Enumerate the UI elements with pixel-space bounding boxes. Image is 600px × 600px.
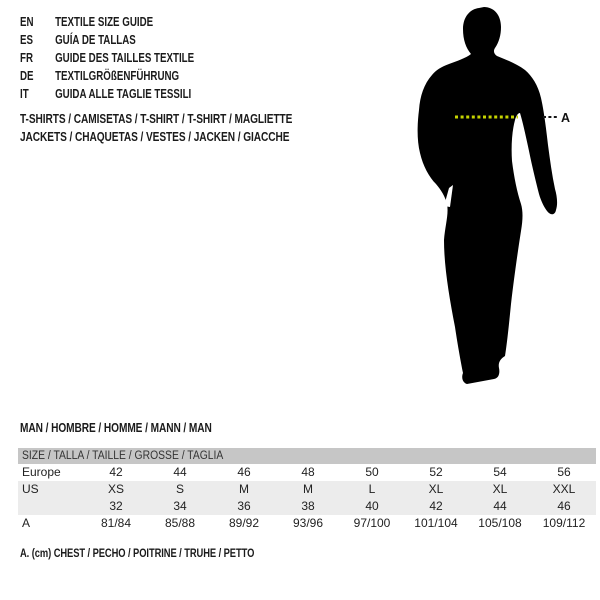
language-title: GUÍA DE TALLAS (55, 33, 136, 47)
table-row-us (18, 481, 596, 498)
table-cell: 42 (429, 499, 443, 513)
table-cell: 46 (237, 465, 251, 479)
table-cell: 105/108 (478, 516, 522, 530)
table-cell: 40 (365, 499, 379, 513)
table-row-chest-a (18, 515, 596, 532)
man-silhouette-figure (410, 0, 580, 400)
table-header-text: SIZE / TALLA / TAILLE / GRÖSSE / TAGLIA (22, 450, 224, 462)
language-row (20, 49, 194, 67)
category-line-jackets (20, 128, 369, 146)
table-row-europe (18, 464, 596, 481)
table-cell: XS (107, 482, 124, 496)
row-label: US (22, 482, 39, 496)
language-code: ES (20, 33, 34, 47)
section-title-man (20, 420, 266, 436)
table-cell: 38 (301, 499, 315, 513)
table-cell: 52 (429, 465, 443, 479)
footnote-chest-legend (20, 546, 320, 561)
footnote-text: A. (cm) CHEST / PECHO / POITRINE / TRUHE / PETTO (20, 546, 255, 560)
table-cell: 89/92 (228, 516, 260, 530)
language-title: GUIDE DES TAILLES TEXTILE (55, 51, 195, 65)
measurement-label-a: A (561, 111, 571, 125)
language-code: EN (20, 15, 34, 29)
language-title-block (20, 13, 243, 103)
table-cell: 32 (109, 499, 123, 513)
table-cell: 81/84 (100, 516, 132, 530)
table-cell: 101/104 (414, 516, 458, 530)
size-table (18, 448, 596, 532)
section-title-text: MAN / HOMBRE / HOMME / MANN / MAN (20, 420, 212, 435)
table-cell: S (175, 482, 184, 496)
language-code: DE (20, 69, 34, 83)
table-cell: M (239, 482, 249, 496)
language-row (20, 31, 194, 49)
category-block (20, 110, 369, 146)
table-row-us-numeric (18, 498, 596, 515)
table-header (18, 448, 596, 464)
table-cell: XXL (552, 482, 576, 496)
language-row (20, 13, 194, 31)
table-cell: 109/112 (542, 516, 586, 530)
row-label: A (22, 516, 31, 530)
table-cell: 97/100 (353, 516, 391, 530)
man-silhouette (418, 7, 557, 384)
category-text: JACKETS / CHAQUETAS / VESTES / JACKEN / GIACCHE (20, 129, 290, 144)
table-cell: 50 (365, 465, 379, 479)
language-code: FR (20, 51, 34, 65)
table-cell: 93/96 (292, 516, 324, 530)
table-cell: XL (492, 482, 508, 496)
table-cell: 48 (301, 465, 315, 479)
language-title: TEXTILGRÖßENFÜHRUNG (55, 69, 180, 83)
table-cell: 46 (557, 499, 571, 513)
table-cell: 34 (173, 499, 187, 513)
table-cell: L (368, 482, 376, 496)
language-title: GUIDA ALLE TAGLIE TESSILI (55, 87, 192, 101)
category-line-tshirts (20, 110, 369, 128)
language-code: IT (20, 87, 29, 101)
language-row (20, 67, 194, 85)
language-row (20, 85, 194, 103)
table-cell: 85/88 (164, 516, 196, 530)
table-cell: M (303, 482, 313, 496)
table-cell: XL (428, 482, 444, 496)
category-text: T-SHIRTS / CAMISETAS / T-SHIRT / T-SHIRT / MAGLIETTE (20, 111, 293, 126)
table-cell: 42 (109, 465, 123, 479)
language-title: TEXTILE SIZE GUIDE (55, 15, 154, 29)
table-cell: 44 (173, 465, 187, 479)
row-label (18, 498, 84, 515)
table-cell: 44 (493, 499, 507, 513)
table-cell: 54 (493, 465, 507, 479)
table-cell: 56 (557, 465, 571, 479)
table-cell: 36 (237, 499, 251, 513)
row-label: Europe (22, 465, 61, 479)
